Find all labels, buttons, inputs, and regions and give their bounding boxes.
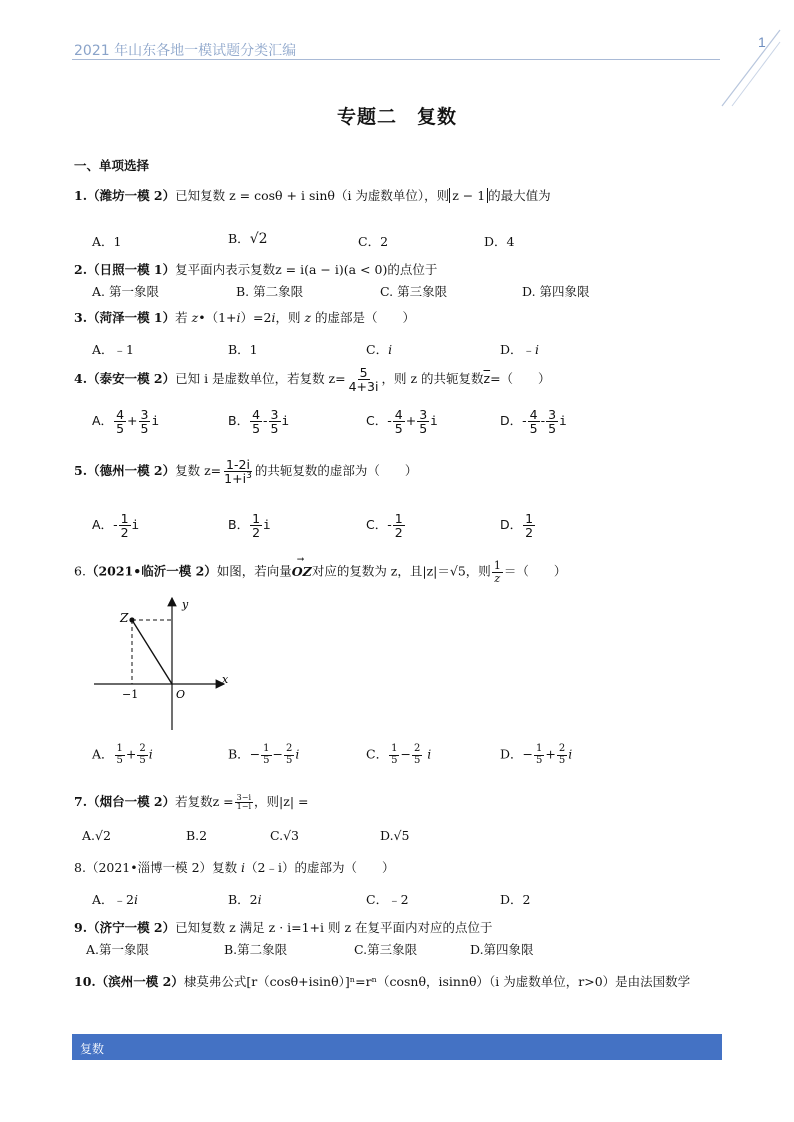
imag-unit: i — [257, 892, 262, 907]
question-source: （烟台一模 2） — [87, 794, 176, 809]
q3-option-b[interactable]: B．1 — [228, 342, 258, 357]
numerator: 1 — [263, 743, 270, 754]
question-2 — [74, 260, 437, 278]
question-source: （菏泽一模 1） — [87, 310, 176, 325]
fraction — [492, 560, 503, 584]
q7-option-c[interactable]: C.√3 — [270, 828, 300, 843]
question-text: 棣莫弗公式[r（cosθ+isinθ）]ⁿ=rⁿ（cosnθ，isinnθ）（i 为虚数单位，r>0）是由法国数学 — [183, 974, 691, 989]
operator: − — [400, 746, 411, 762]
q1-option-d[interactable]: D．4 — [484, 234, 515, 249]
question-source: （潍坊一模 2） — [87, 188, 176, 203]
q7-option-a[interactable]: A.√2 — [82, 828, 111, 843]
q5-option-d[interactable] — [500, 512, 536, 539]
operator: + — [545, 746, 556, 762]
conjugate-z: $\overline{z}$ — [483, 371, 491, 387]
denominator: 1−i — [236, 802, 252, 811]
question-7 — [74, 792, 309, 811]
q9-option-d[interactable]: D.第四象限 — [470, 942, 534, 957]
option-label: B．2 — [228, 892, 258, 907]
fraction — [557, 744, 567, 766]
denominator: 5 — [252, 421, 261, 437]
q6-option-d[interactable] — [500, 744, 572, 766]
question-number: 3. — [74, 310, 88, 325]
question-text: 若 — [175, 310, 192, 325]
option-label: C． — [366, 746, 389, 762]
denominator: 5 — [529, 421, 538, 437]
operator: - — [263, 413, 268, 429]
denominator: 2 — [394, 525, 403, 541]
q6-option-b[interactable] — [228, 744, 299, 766]
question-text-end: 的虚部是（ ） — [311, 310, 416, 325]
question-text-end: 的最大值为 — [488, 188, 551, 203]
page-title: 专题二 复数 — [336, 106, 457, 128]
imag-unit: i — [148, 746, 153, 762]
option-label: B． — [228, 413, 250, 429]
numerator: 1-2i — [226, 457, 250, 472]
sign: - — [522, 413, 527, 429]
q2-option-b[interactable]: B. 第二象限 — [236, 284, 304, 299]
numerator: 1 — [493, 559, 501, 572]
numerator: 1 — [525, 511, 534, 526]
question-4 — [74, 366, 551, 393]
option-label: A． — [92, 517, 114, 533]
option-label: B． — [228, 746, 250, 762]
question-10 — [74, 972, 690, 990]
fraction — [523, 512, 535, 539]
q5-option-b[interactable] — [228, 512, 271, 539]
header-divider — [72, 59, 720, 60]
q4-option-d[interactable] — [500, 408, 567, 435]
denominator: 5 — [536, 754, 543, 766]
option-label: D． — [500, 746, 523, 762]
x-label: x — [222, 673, 229, 686]
question-text: 对应的复数为 z，且|z|＝√5，则 — [311, 563, 491, 579]
q9-option-a[interactable]: A.第一象限 — [86, 942, 150, 957]
numerator: 5 — [359, 365, 368, 380]
imag-unit: i — [295, 746, 300, 762]
denominator: 5 — [413, 754, 421, 766]
q4-option-b[interactable] — [228, 408, 289, 435]
option-label: C． — [366, 342, 389, 357]
q4-option-c[interactable] — [366, 408, 438, 435]
numerator: 3 — [270, 407, 279, 422]
option-label: A． — [92, 413, 114, 429]
question-text: •（1+ — [198, 310, 237, 325]
q1-option-a[interactable]: A．1 — [92, 234, 122, 249]
numerator: 1 — [391, 743, 398, 754]
option-label: B． — [228, 517, 250, 533]
q9-option-c[interactable]: C.第三象限 — [354, 942, 418, 957]
question-source: （2021•淄博一模 2） — [85, 860, 213, 875]
denominator: 5 — [270, 421, 279, 437]
denominator: 5 — [139, 754, 146, 766]
q7-option-b[interactable]: B.2 — [186, 828, 208, 843]
sign: - — [113, 517, 118, 533]
imag-unit: i — [430, 413, 438, 429]
q8-option-d[interactable]: D．2 — [500, 892, 531, 907]
header-title: 2021 年山东各地一模试题分类汇编 — [74, 43, 297, 59]
question-number: 5. — [74, 463, 88, 479]
question-source: （2021•临沂一模 2） — [85, 563, 217, 579]
vector-label: OZ — [291, 563, 312, 579]
question-text: ，则 — [275, 310, 305, 325]
question-source: （日照一模 1） — [87, 262, 176, 277]
var-i: i — [271, 310, 276, 325]
corner-decoration — [712, 28, 782, 110]
option-label: A． — [92, 746, 114, 762]
imag-unit: i — [131, 517, 140, 533]
question-number: 7. — [74, 794, 88, 809]
denominator: 2 — [252, 525, 261, 541]
option-label: A．﹣2 — [92, 892, 134, 907]
question-source: （滨州一模 2） — [95, 974, 184, 989]
section-heading: 一、单项选择 — [74, 158, 150, 173]
imag-unit: i — [263, 517, 271, 533]
q8-option-c[interactable]: C．﹣2 — [366, 892, 409, 907]
denominator: 4+3i — [348, 379, 379, 395]
sign: - — [387, 517, 392, 533]
question-source: （泰安一模 2） — [87, 371, 176, 387]
question-number: 8. — [74, 860, 86, 875]
fraction — [284, 744, 294, 766]
footer-label: 复数 — [80, 1042, 105, 1056]
question-number: 9. — [74, 920, 88, 935]
question-number: 2. — [74, 262, 88, 277]
fraction — [261, 744, 271, 766]
q6-option-c[interactable] — [366, 744, 431, 766]
numerator: 1 — [116, 743, 123, 754]
denominator: 5 — [548, 421, 557, 437]
q5-option-c[interactable] — [366, 512, 406, 539]
q7-option-d[interactable]: D.√5 — [380, 828, 410, 843]
question-number: 1. — [74, 188, 88, 203]
denominator-base: 1+i — [224, 471, 247, 487]
exponent: 3 — [246, 471, 252, 482]
q9-option-b[interactable]: B.第二象限 — [224, 942, 288, 957]
question-text: 已知复数 z 满足 z · i=1+i 则 z 在复平面内对应的点位于 — [175, 920, 493, 935]
q2-option-c[interactable]: C. 第三象限 — [380, 284, 448, 299]
var-z: z — [191, 310, 199, 325]
fraction — [222, 458, 254, 485]
denominator: 2 — [120, 525, 129, 541]
tick-minus-one: −1 — [122, 688, 139, 701]
question-3 — [74, 308, 415, 326]
denominator: 5 — [263, 754, 270, 766]
question-1 — [74, 186, 551, 204]
question-text: 复数 z= — [175, 463, 222, 479]
numerator: 4 — [529, 407, 538, 422]
q3-option-d[interactable] — [500, 340, 539, 358]
question-source: （济宁一模 2） — [87, 920, 176, 935]
option-value: i — [388, 342, 393, 357]
y-label: y — [182, 598, 189, 611]
numerator: 2 — [139, 743, 146, 754]
option-label: D． — [500, 413, 523, 429]
option-label: B． — [228, 231, 250, 246]
q3-option-c[interactable] — [366, 340, 392, 358]
abs-expression: z − 1 — [449, 188, 488, 203]
fraction — [528, 408, 540, 435]
operator: − — [272, 746, 284, 762]
fraction — [393, 408, 405, 435]
fraction — [412, 744, 422, 766]
q4-option-a[interactable] — [92, 408, 159, 435]
option-label: D．﹣ — [500, 342, 536, 357]
question-5 — [74, 458, 417, 485]
option-value: √2 — [249, 231, 268, 247]
denominator: 5 — [140, 421, 149, 437]
var-i: i — [241, 860, 246, 875]
q8-option-a[interactable] — [92, 890, 138, 908]
origin-label: O — [176, 688, 186, 701]
fraction — [393, 512, 405, 539]
question-8 — [74, 858, 395, 876]
question-6 — [74, 554, 567, 585]
numerator: 3−i — [236, 792, 252, 802]
question-text: 如图，若向量 — [216, 563, 292, 579]
question-number: 10. — [74, 974, 96, 989]
numerator: 3 — [419, 407, 428, 422]
numerator: 2 — [286, 743, 293, 754]
operator: - — [540, 413, 546, 429]
question-text-end: 的共轭复数的虚部为（ ） — [254, 463, 418, 479]
operator: + — [125, 746, 137, 762]
numerator: 1 — [120, 511, 129, 526]
question-text-end: =（ ） — [490, 371, 551, 387]
question-number: 6. — [74, 563, 86, 579]
fraction — [347, 366, 381, 393]
fraction — [137, 744, 147, 766]
operator: + — [127, 413, 138, 429]
question-text: 已知 i 是虚数单位，若复数 z= — [175, 371, 346, 387]
numerator: 2 — [558, 743, 566, 754]
numerator: 1 — [252, 511, 261, 526]
question-text: 复数 — [212, 860, 242, 875]
question-9 — [74, 918, 493, 936]
question-text: 若复数z = — [175, 794, 234, 809]
q6-option-a[interactable] — [92, 744, 153, 766]
denominator: 5 — [286, 754, 293, 766]
numerator: 1 — [536, 743, 543, 754]
option-label: D． — [500, 517, 523, 533]
denominator: 5 — [391, 754, 398, 766]
denominator: 5 — [116, 421, 125, 437]
q1-option-b[interactable] — [228, 229, 268, 247]
denominator: z — [494, 571, 501, 585]
option-value: i — [535, 342, 540, 357]
vector-arrow: → — [296, 554, 305, 565]
question-text-end: ，则|z| = — [254, 794, 309, 809]
q2-option-a[interactable]: A. 第一象限 — [92, 284, 159, 299]
denominator: 5 — [558, 754, 566, 766]
fraction — [534, 744, 544, 766]
fraction — [389, 744, 399, 766]
complex-plane-figure — [88, 592, 238, 732]
q2-option-d[interactable]: D. 第四象限 — [522, 284, 590, 299]
question-source: （德州一模 2） — [87, 463, 176, 479]
fraction — [115, 744, 125, 766]
sign: − — [522, 746, 534, 762]
q5-option-a[interactable] — [92, 512, 139, 539]
fraction — [250, 408, 262, 435]
question-text: ）=2 — [240, 310, 272, 325]
numerator: 1 — [394, 511, 403, 526]
numerator: 2 — [413, 743, 421, 754]
imag-unit: i — [281, 413, 290, 429]
fraction — [119, 512, 131, 539]
imag-unit: i — [568, 746, 573, 762]
page-number: 1 — [758, 34, 766, 50]
q8-option-b[interactable] — [228, 890, 262, 908]
numerator: 4 — [116, 407, 125, 422]
question-number: 4. — [74, 371, 88, 387]
numerator: 3 — [548, 407, 557, 422]
sign: − — [249, 746, 261, 762]
numerator: 4 — [252, 407, 261, 422]
fraction — [235, 794, 253, 812]
var-i: i — [236, 310, 241, 325]
fraction — [269, 408, 281, 435]
question-text-end: （2﹣i）的虚部为（ ） — [245, 860, 395, 875]
imag-unit: i — [133, 892, 138, 907]
var-z: z — [304, 310, 312, 325]
fraction — [139, 408, 151, 435]
fraction — [417, 408, 429, 435]
fraction — [250, 512, 262, 539]
denominator: 2 — [525, 525, 534, 541]
fraction — [546, 408, 558, 435]
question-text: 复平面内表示复数z = i(a − i)(a < 0)的点位于 — [175, 262, 438, 277]
vector-line — [132, 620, 172, 684]
footer-bar — [72, 1034, 722, 1060]
z-label: Z — [120, 611, 129, 625]
vector-oz — [291, 554, 312, 579]
option-label: C． — [366, 517, 388, 533]
denominator: 5 — [419, 421, 428, 437]
imag-unit: i — [559, 413, 567, 429]
question-text: 已知复数 z = cosθ + i sinθ（i 为虚数单位），则 — [175, 188, 450, 203]
question-text: ，则 z 的共轭复数 — [381, 371, 484, 387]
q1-option-c[interactable]: C．2 — [358, 234, 389, 249]
imag-unit: i — [427, 746, 432, 762]
operator: + — [405, 413, 417, 429]
denominator — [222, 472, 254, 485]
imag-unit: i — [151, 413, 159, 429]
fraction — [114, 408, 126, 435]
question-text-end: ＝（ ） — [503, 563, 567, 579]
denominator: 5 — [116, 754, 123, 766]
option-label: C． — [366, 413, 388, 429]
denominator: 5 — [394, 421, 403, 437]
sign: - — [387, 413, 392, 429]
numerator: 4 — [394, 407, 403, 422]
numerator: 3 — [140, 407, 149, 422]
q3-option-a[interactable]: A．﹣1 — [92, 342, 134, 357]
